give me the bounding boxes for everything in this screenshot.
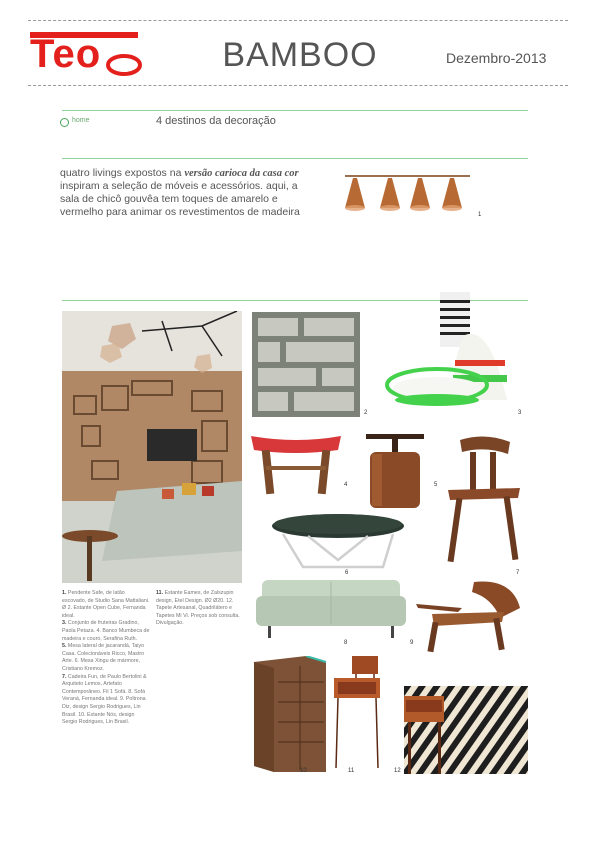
sofa-image — [256, 578, 406, 640]
issue-date: Dezembro-2013 — [446, 50, 547, 66]
caption-entry: 1. Pendente Safe, de latão escovado, de Studio Sana Mattaliani. Ø 2. Estante Open Cube, Fernanda ideal. — [62, 590, 150, 619]
article-label: home — [72, 117, 90, 124]
console-table-image — [332, 652, 404, 770]
captions-column-1 — [62, 590, 150, 727]
article-top-rule — [62, 110, 528, 111]
item-number: 5 — [434, 482, 438, 488]
article-mid-rule — [62, 158, 528, 159]
caption-entry: 5. Mesa lateral de jacarandá, Taiyo Casa. Colecionáveis Ricco, Mastro Arte. 6. Mesa Xingu de mármore, Cristiano Kremoz. — [62, 643, 145, 672]
chair-image — [440, 432, 526, 564]
item-number: 8 — [344, 640, 348, 646]
brand-logo: Teo — [30, 32, 142, 76]
side-table-image — [360, 430, 430, 510]
item-number: 3 — [518, 410, 522, 416]
captions-column-2 — [156, 590, 244, 628]
fruit-bowls-image — [385, 290, 515, 418]
bench-image — [246, 428, 346, 496]
armchair-image — [412, 578, 527, 653]
item-number: 10 — [300, 768, 307, 774]
item-number: 7 — [516, 570, 520, 576]
item-number: 11 — [348, 768, 355, 774]
section-name: BAMBOO — [222, 36, 378, 74]
header-top-dashed-rule — [28, 20, 568, 21]
cabinet-image — [250, 656, 330, 774]
bookcase-image — [252, 312, 360, 417]
article-title: 4 destinos da decoração — [156, 115, 276, 127]
item-number: 12 — [394, 768, 401, 774]
pendant-lamps-image — [335, 168, 475, 220]
item-number: 4 — [344, 482, 348, 488]
intro-text: quatro livings expostos na versão carioca da casa cor inspiram a seleção de móveis e acessórios. aqui, a sala de chicô gouvêa tem toques de amarelo e vermelho para animar os revestimentos de madeira — [60, 167, 300, 218]
home-icon — [60, 118, 69, 127]
item-number: 1 — [478, 212, 482, 218]
item-number: 6 — [345, 570, 349, 576]
living-room-photo — [62, 311, 242, 583]
item-number: 2 — [364, 410, 368, 416]
item-number: 9 — [410, 640, 414, 646]
caption-entry: 11. Estante Eames, de Zalszupin design, Etel Design. Ø2 Ø20. 12. Tapete Artesanal, Quadrilátero e Tapetes Mi Vi. Preços sob consulta. Divulgação. — [156, 590, 240, 627]
rug-image — [404, 686, 528, 774]
caption-entry: 7. Cadeira Fun, de Paulo Bertolini & Arquiteto Lemos, Artefato Contemporâneo. Fil 1 Sofá. 8. Sofá Veraná, Fernanda ideal. 9. Poltrona Diz, design Sergio Rodrigues, Lin Brasil. 10. Estante Nós, design Sergio Rodrigues, Lin Brasil. — [62, 673, 147, 726]
header-bottom-dashed-rule — [28, 85, 568, 86]
marble-table-image — [268, 512, 408, 572]
caption-entry: 3. Conjunto de fruteiras Gradino, Paola Petaza. 4. Banco Mumbeca de madeira e couro, Serafina Ruth. — [62, 620, 150, 642]
